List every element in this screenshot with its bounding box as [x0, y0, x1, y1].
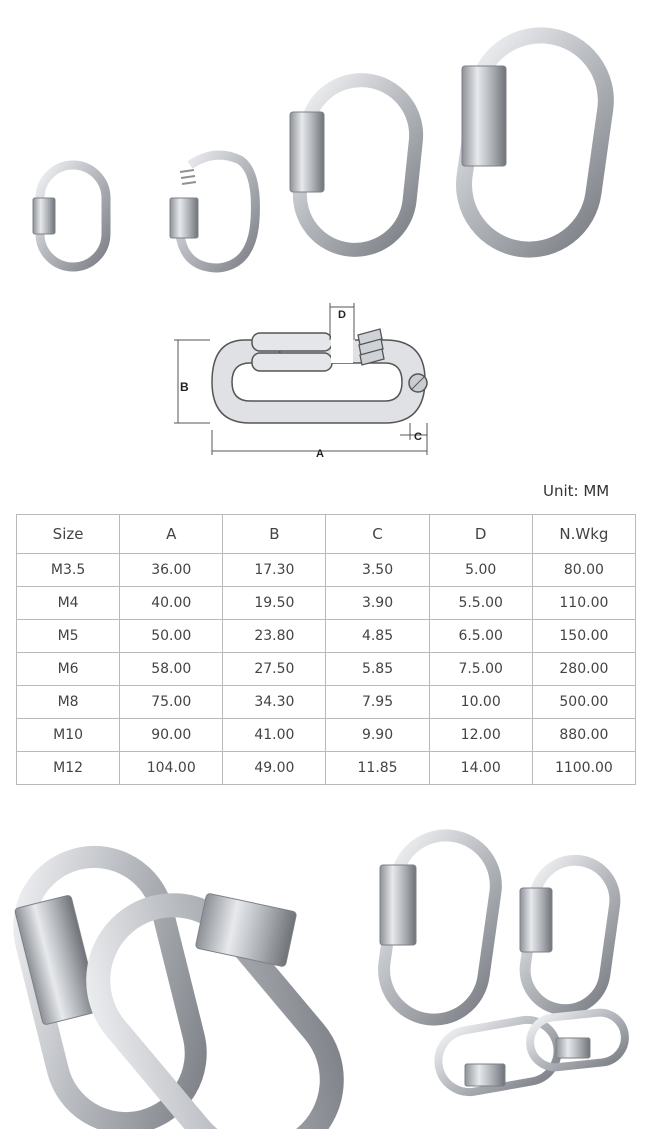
quick-link-group-medium	[520, 855, 620, 1015]
quick-link-front	[68, 875, 363, 1129]
cell-b: 27.50	[223, 653, 326, 686]
table-row	[17, 752, 636, 785]
cell-c: 5.85	[326, 653, 429, 686]
cell-c: 4.85	[326, 620, 429, 653]
cell-size: M3.5	[17, 554, 120, 587]
quick-link-small-open	[170, 155, 255, 268]
cell-c: 3.90	[326, 587, 429, 620]
cell-size: M4	[17, 587, 120, 620]
table-row	[17, 653, 636, 686]
quick-link-group-chain	[434, 1010, 628, 1097]
label-a: A	[316, 448, 324, 460]
header-b: B	[223, 515, 326, 554]
cell-size: M6	[17, 653, 120, 686]
cell-weight: 880.00	[532, 719, 635, 752]
product-photo-interlocked	[0, 820, 370, 1129]
cell-size: M8	[17, 686, 120, 719]
cell-c: 3.50	[326, 554, 429, 587]
quick-link-small	[33, 165, 106, 267]
cell-b: 34.30	[223, 686, 326, 719]
cell-b: 41.00	[223, 719, 326, 752]
cell-a: 50.00	[120, 620, 223, 653]
header-size: Size	[17, 515, 120, 554]
product-photo-group	[370, 820, 650, 1129]
label-b: B	[180, 380, 189, 394]
quick-link-large	[456, 27, 615, 258]
cell-weight: 1100.00	[532, 752, 635, 785]
cell-a: 40.00	[120, 587, 223, 620]
cell-weight: 500.00	[532, 686, 635, 719]
cell-weight: 280.00	[532, 653, 635, 686]
label-c: C	[414, 431, 422, 443]
product-photo-top	[0, 0, 650, 290]
cell-b: 19.50	[223, 587, 326, 620]
cell-c: 7.95	[326, 686, 429, 719]
spec-table	[16, 514, 636, 785]
cell-b: 17.30	[223, 554, 326, 587]
cell-d: 10.00	[429, 686, 532, 719]
cell-b: 49.00	[223, 752, 326, 785]
cell-d: 5.5.00	[429, 587, 532, 620]
cell-a: 36.00	[120, 554, 223, 587]
dimension-diagram	[170, 295, 440, 465]
cell-a: 104.00	[120, 752, 223, 785]
cell-c: 9.90	[326, 719, 429, 752]
cell-d: 7.5.00	[429, 653, 532, 686]
cell-weight: 150.00	[532, 620, 635, 653]
header-weight: N.Wkg	[532, 515, 635, 554]
cell-a: 75.00	[120, 686, 223, 719]
table-row	[17, 719, 636, 752]
header-d: D	[429, 515, 532, 554]
cell-b: 23.80	[223, 620, 326, 653]
cell-size: M10	[17, 719, 120, 752]
header-a: A	[120, 515, 223, 554]
table-row	[17, 587, 636, 620]
cell-a: 90.00	[120, 719, 223, 752]
table-row	[17, 554, 636, 587]
cell-d: 14.00	[429, 752, 532, 785]
quick-link-medium	[290, 75, 422, 256]
unit-label: Unit: MM	[543, 482, 610, 500]
cell-weight: 80.00	[532, 554, 635, 587]
table-row	[17, 620, 636, 653]
cell-c: 11.85	[326, 752, 429, 785]
table-row	[17, 686, 636, 719]
cell-d: 5.00	[429, 554, 532, 587]
header-c: C	[326, 515, 429, 554]
cell-a: 58.00	[120, 653, 223, 686]
cell-weight: 110.00	[532, 587, 635, 620]
quick-link-group-large	[378, 829, 503, 1026]
table-header-row	[17, 515, 636, 554]
cell-size: M12	[17, 752, 120, 785]
cell-d: 12.00	[429, 719, 532, 752]
cell-d: 6.5.00	[429, 620, 532, 653]
label-d: D	[338, 309, 346, 321]
cell-size: M5	[17, 620, 120, 653]
